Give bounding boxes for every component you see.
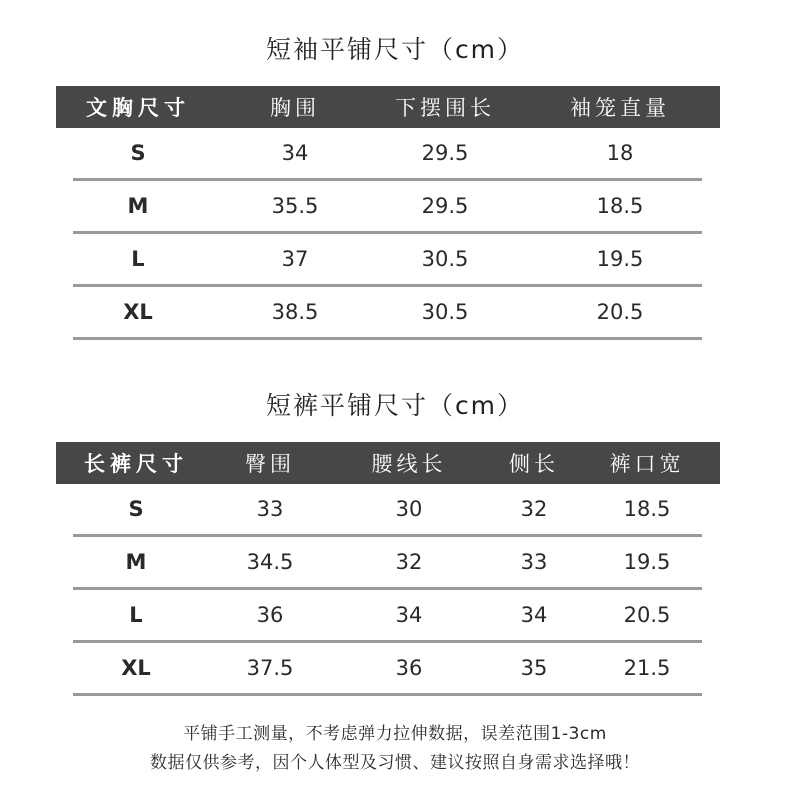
header-cell-waist: 腰线长 bbox=[371, 452, 447, 476]
value-cell: 29.5 bbox=[421, 194, 469, 218]
value-cell: 29.5 bbox=[421, 141, 469, 165]
value-cell: 18 bbox=[606, 141, 634, 165]
value-cell: 35.5 bbox=[271, 194, 319, 218]
header-cell-hem: 下摆围长 bbox=[395, 96, 495, 120]
table-row bbox=[56, 234, 720, 284]
table-row bbox=[56, 484, 720, 534]
value-cell: 34 bbox=[395, 603, 423, 627]
value-cell: 36 bbox=[395, 656, 423, 680]
header-cell-armhole: 袖笼直量 bbox=[570, 96, 670, 120]
header-cell-chest: 胸围 bbox=[270, 96, 320, 120]
value-cell: 30.5 bbox=[421, 300, 469, 324]
value-cell: 38.5 bbox=[271, 300, 319, 324]
table-row bbox=[56, 537, 720, 587]
header-cell-side-length: 侧长 bbox=[509, 452, 559, 476]
value-cell: 19.5 bbox=[623, 550, 671, 574]
size-cell: L bbox=[129, 603, 143, 627]
size-cell: M bbox=[127, 194, 149, 218]
pants-size-table bbox=[56, 442, 720, 696]
table-row bbox=[56, 128, 720, 178]
value-cell: 34 bbox=[281, 141, 309, 165]
value-cell: 37 bbox=[281, 247, 309, 271]
value-cell: 20.5 bbox=[623, 603, 671, 627]
pants-size-title: 短裤平铺尺寸（cm） bbox=[265, 391, 525, 420]
shirt-size-title: 短袖平铺尺寸（cm） bbox=[265, 35, 525, 64]
value-cell: 33 bbox=[256, 497, 284, 521]
value-cell: 37.5 bbox=[246, 656, 294, 680]
value-cell: 36 bbox=[256, 603, 284, 627]
table-row bbox=[56, 590, 720, 640]
header-cell-size: 文胸尺寸 bbox=[86, 96, 190, 120]
value-cell: 34 bbox=[520, 603, 548, 627]
header-cell-size: 长裤尺寸 bbox=[84, 452, 188, 476]
size-cell: XL bbox=[121, 656, 151, 680]
value-cell: 19.5 bbox=[596, 247, 644, 271]
table-header bbox=[56, 442, 720, 484]
value-cell: 35 bbox=[520, 656, 548, 680]
header-cell-leg-opening: 裤口宽 bbox=[609, 452, 685, 476]
value-cell: 18.5 bbox=[623, 497, 671, 521]
table-row bbox=[56, 287, 720, 337]
row-divider bbox=[73, 693, 702, 696]
row-divider bbox=[73, 337, 702, 340]
size-cell: XL bbox=[123, 300, 153, 324]
value-cell: 32 bbox=[395, 550, 423, 574]
table-header bbox=[56, 86, 720, 128]
size-cell: S bbox=[128, 497, 144, 521]
value-cell: 32 bbox=[520, 497, 548, 521]
table-row bbox=[56, 643, 720, 693]
value-cell: 30.5 bbox=[421, 247, 469, 271]
reference-note: 数据仅供参考，因个人体型及习惯、建议按照自身需求选择哦！ bbox=[150, 753, 640, 773]
value-cell: 33 bbox=[520, 550, 548, 574]
size-cell: M bbox=[125, 550, 147, 574]
table-row bbox=[56, 181, 720, 231]
size-cell: S bbox=[130, 141, 146, 165]
value-cell: 30 bbox=[395, 497, 423, 521]
value-cell: 20.5 bbox=[596, 300, 644, 324]
value-cell: 21.5 bbox=[623, 656, 671, 680]
value-cell: 18.5 bbox=[596, 194, 644, 218]
size-cell: L bbox=[131, 247, 145, 271]
shirt-size-table bbox=[56, 86, 720, 340]
header-cell-hip: 臀围 bbox=[245, 452, 295, 476]
measurement-note: 平铺手工测量，不考虑弹力拉伸数据，误差范围1-3cm bbox=[183, 724, 607, 744]
value-cell: 34.5 bbox=[246, 550, 294, 574]
